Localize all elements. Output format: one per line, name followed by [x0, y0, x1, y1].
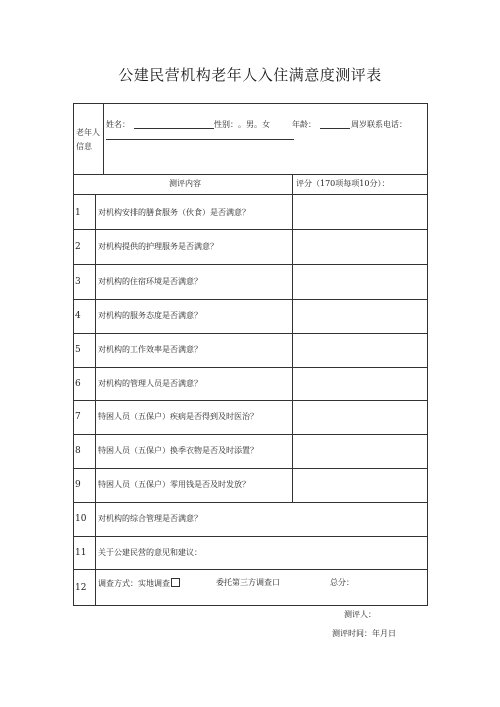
grid-line — [74, 174, 427, 175]
content-header: 测评内容 — [169, 179, 201, 188]
score-cell[interactable] — [293, 265, 427, 299]
name-field[interactable] — [134, 128, 214, 129]
age-label: 年龄： — [292, 120, 316, 129]
form-title: 公建民营机构老年人入住满意度测评表 — [118, 66, 382, 84]
item-number: 9 — [75, 480, 81, 490]
gender-options[interactable]: 。男。女 — [238, 120, 270, 129]
item-number: 5 — [75, 345, 81, 355]
name-label: 姓名： — [106, 120, 130, 129]
score-cell[interactable] — [293, 368, 427, 400]
grid-line — [74, 502, 427, 503]
score-cell[interactable] — [293, 469, 427, 502]
contact-label: 周岁联系电话： — [351, 120, 407, 129]
score-cell[interactable] — [293, 300, 427, 333]
item-question: 对机构提供的护理服务是否满意？ — [98, 242, 218, 251]
item-question: 对机构的综合管理是否满意？ — [98, 514, 202, 523]
grid-line — [74, 536, 427, 537]
item-number: 10 — [75, 514, 87, 524]
item-number: 2 — [75, 242, 81, 252]
item-question: 对机构安排的膳食服务（伙食）是否满意？ — [98, 208, 250, 217]
age-field[interactable] — [320, 128, 350, 129]
item-question: 特困人员（五保户）疾病是否得到及时医治？ — [98, 412, 258, 421]
grid-line — [103, 104, 104, 174]
suggestions-label: 关于公建民营的意见和建议： — [98, 548, 202, 557]
evaluation-table — [73, 103, 428, 606]
score-cell[interactable] — [293, 401, 427, 434]
item-question: 对机构的管理人员是否满意？ — [98, 379, 202, 388]
score-cell[interactable] — [293, 195, 427, 229]
total-score-label: 总分： — [330, 578, 354, 587]
item-number: 11 — [75, 548, 87, 558]
grid-line — [95, 194, 96, 605]
item-question: 对机构的住宿环境是否满意？ — [98, 277, 202, 286]
item-number: 12 — [75, 583, 87, 593]
item-question: 特困人员（五保户）换季衣物是否及时添置？ — [98, 446, 258, 455]
item-number: 3 — [75, 277, 81, 287]
score-cell[interactable] — [293, 435, 427, 468]
item-question: 对机构的工作效率是否满意？ — [98, 345, 202, 354]
onsite-checkbox[interactable] — [171, 578, 180, 587]
score-header: 评分（170项每项10分）： — [296, 179, 390, 188]
item-number: 4 — [75, 311, 81, 321]
third-party-option[interactable]: 委托第三方调查口 — [216, 578, 280, 587]
item-number: 8 — [75, 446, 81, 456]
item-question: 特困人员（五保户）零用钱是否及时发放？ — [98, 480, 250, 489]
item-question: 对机构的服务态度是否满意？ — [98, 311, 202, 320]
item-number: 1 — [75, 208, 81, 218]
item-number: 6 — [75, 379, 81, 389]
evaluation-date-label: 测评时间：年月日 — [332, 629, 396, 638]
score-cell[interactable] — [293, 230, 427, 264]
evaluator-label: 测评人： — [344, 610, 376, 619]
contact-field[interactable] — [106, 139, 294, 140]
elder-info-label: 老年人信息 — [76, 128, 100, 151]
item-number: 7 — [75, 412, 81, 422]
score-cell[interactable] — [293, 334, 427, 367]
gender-label: 性别： — [214, 120, 238, 129]
grid-line — [74, 569, 427, 570]
survey-method-label: 调查方式：实地调查 — [98, 578, 180, 589]
